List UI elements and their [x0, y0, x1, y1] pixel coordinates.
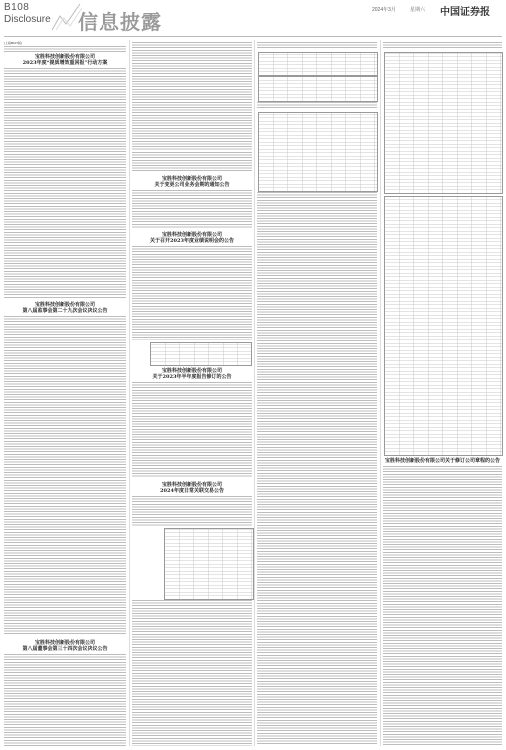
column-divider — [380, 40, 381, 746]
body-text — [257, 42, 377, 50]
body-text — [257, 102, 377, 110]
body-text — [4, 68, 126, 298]
body-text — [132, 42, 252, 150]
newspaper-masthead: 中国证券报 — [440, 7, 490, 18]
data-table — [164, 528, 254, 600]
section-name-zh: 信息披露 — [78, 10, 162, 34]
announcement-title: 宝胜科技创新股份有限公司关于修订公司章程的公告 — [384, 458, 500, 464]
body-text — [4, 654, 126, 746]
column-divider — [129, 40, 130, 746]
announcement-title: 宝胜科技创新股份有限公司 2024年度日常关联交易公告 — [160, 482, 224, 494]
header-rule — [4, 36, 502, 37]
data-table — [258, 112, 378, 192]
announcement-title: 宝胜科技创新股份有限公司 关于变更公司业务会期的通知公告 — [154, 176, 230, 188]
announcement-title: 宝胜科技创新股份有限公司 第八届监事会第二十九次会议决议公告 — [22, 302, 108, 314]
body-text — [4, 316, 126, 636]
body-text — [132, 246, 252, 340]
announcement-title: 宝胜科技创新股份有限公司 关于2023年半年度报告修订的公告 — [152, 368, 232, 380]
body-text — [257, 192, 377, 746]
page-number: B108 — [4, 2, 30, 13]
body-text — [132, 190, 252, 228]
data-table — [258, 52, 378, 76]
data-table — [258, 76, 378, 102]
body-text — [4, 46, 126, 52]
body-text — [132, 496, 252, 526]
continued-from-label: (上接B107版) — [4, 41, 23, 45]
body-text — [132, 382, 252, 478]
section-name-en: Disclosure — [4, 14, 51, 25]
body-text — [132, 600, 252, 746]
publication-date: 2024年3月 — [372, 7, 396, 13]
body-text — [132, 152, 252, 172]
body-text — [383, 42, 502, 50]
page-header — [0, 0, 506, 36]
announcement-title: 宝胜科技创新股份有限公司 第八届董事会第三十四次会议决议公告 — [22, 640, 108, 652]
announcement-title: 宝胜科技创新股份有限公司 2023年度“提质增效重回报”行动方案 — [22, 54, 108, 66]
column-divider — [254, 40, 255, 746]
data-table — [384, 52, 503, 194]
data-table — [150, 342, 252, 366]
data-table — [384, 196, 503, 456]
body-text — [383, 466, 502, 746]
announcement-title: 宝胜科技创新股份有限公司 关于召开2023年度业绩说明会的公告 — [150, 232, 234, 244]
edition-day: 星期六 — [410, 7, 426, 13]
